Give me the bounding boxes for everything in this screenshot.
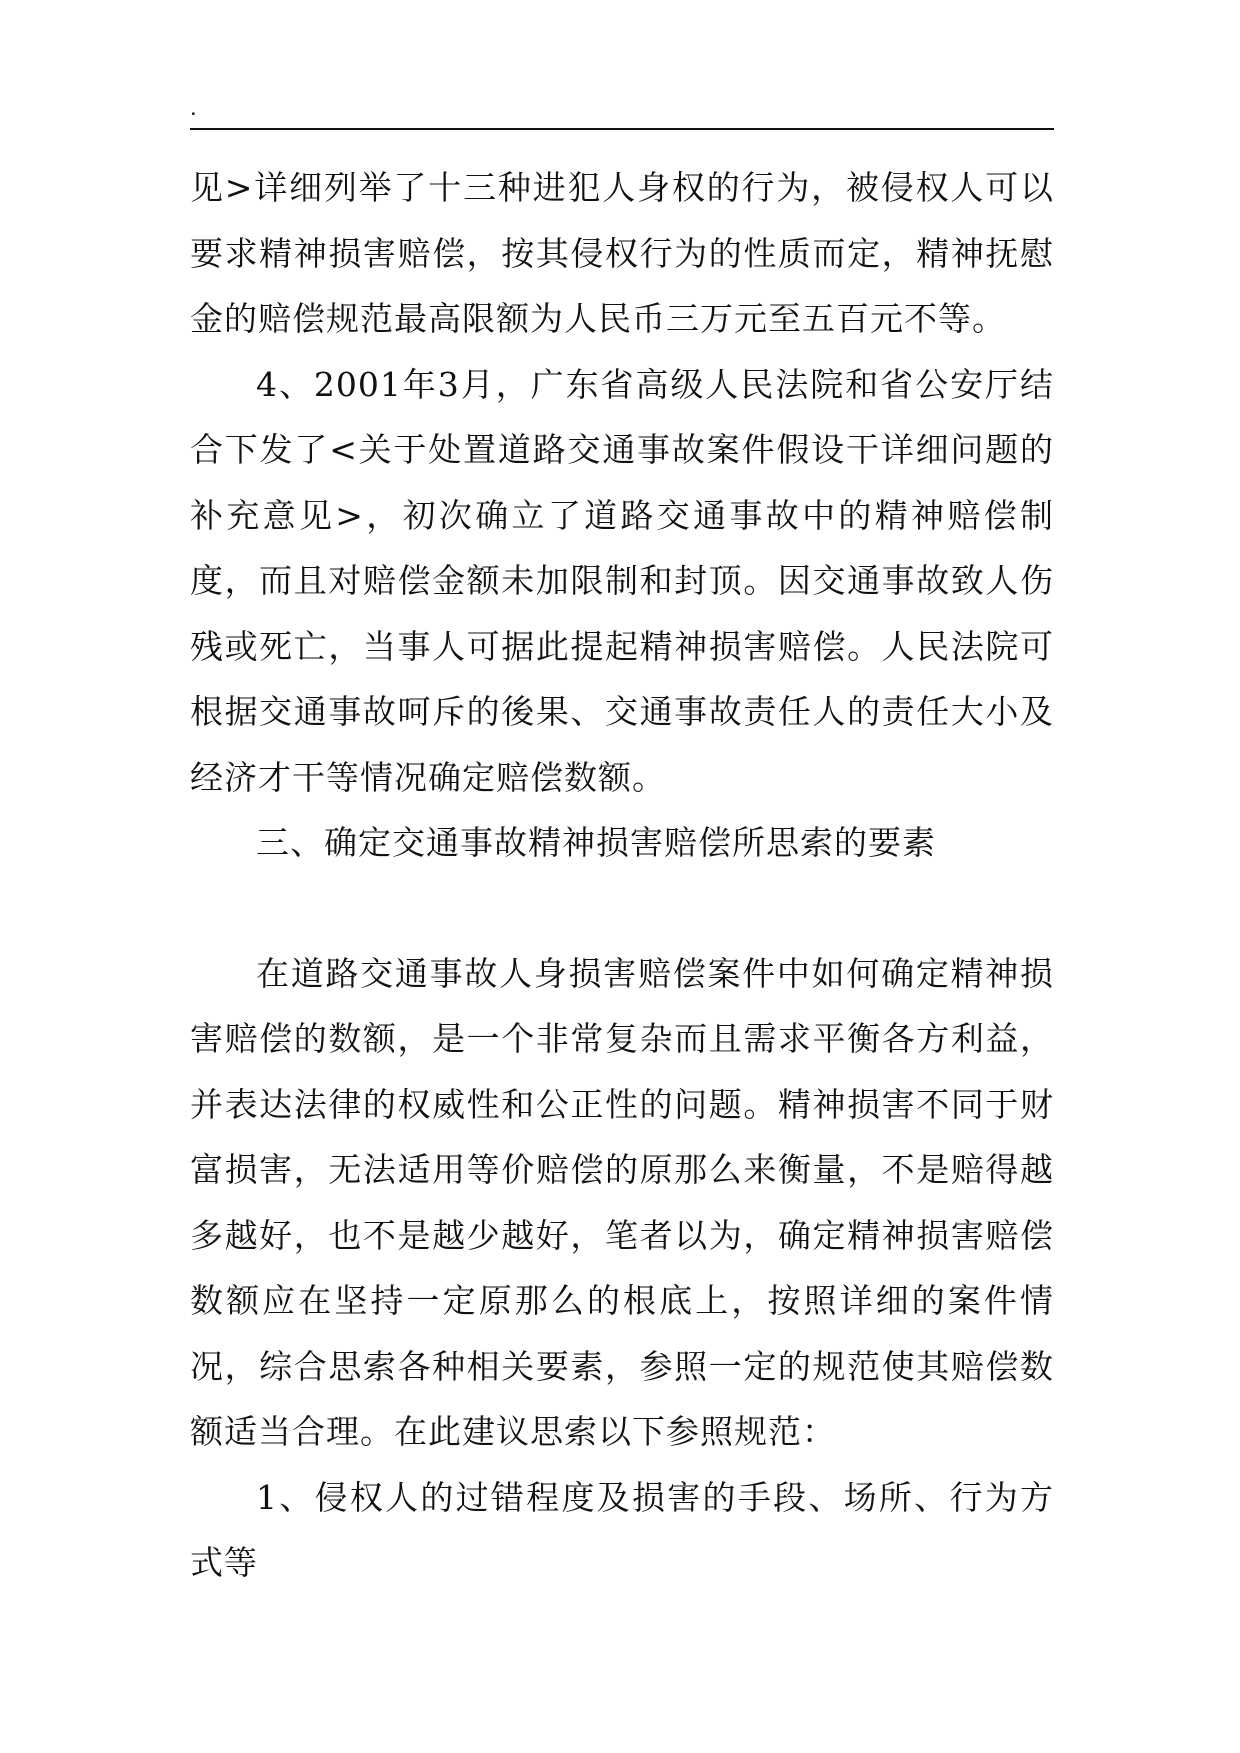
section-heading: 三、确定交通事故精神损害赔偿所思索的要素: [256, 823, 936, 862]
paragraph-point-1: 1、侵权人的过错程度及损害的手段、场所、行为方式等: [190, 1477, 1054, 1582]
header-rule: [190, 128, 1054, 130]
header-dot: .: [190, 94, 197, 121]
document-body: [190, 155, 1054, 1596]
paragraph-continuation: 见>详细列举了十三种进犯人身权的行为，被侵权人可以要求精神损害赔偿，按其侵权行为的性质而定，精神抚慰金的赔偿规范最高限额为人民币三万元至五百元不等。: [190, 168, 1054, 338]
paragraph-section-intro: 在道路交通事故人身损害赔偿案件中如何确定精神损害赔偿的数额，是一个非常复杂而且需求平衡各方利益，并表达法律的权威性和公正性的问题。精神损害不同于财富损害，无法适用等价赔偿的原那么来衡量，不是赔得越多越好，也不是越少越好，笔者以为，确定精神损害赔偿数额应在坚持一定原那么的根底上，按照详细的案件情况，综合思索各种相关要素，参照一定的规范使其赔偿数额适当合理。在此建议思索以下参照规范：: [190, 953, 1054, 1451]
paragraph-point-4: 4、2001年3月，广东省高级人民法院和省公安厅结合下发了<关于处置道路交通事故案件假设干详细问题的补充意见>，初次确立了道路交通事故中的精神赔偿制度，而且对赔偿金额未加限制和封顶。因交通事故致人伤残或死亡，当事人可据此提起精神损害赔偿。人民法院可根据交通事故呵斥的後果、交通事故责任人的责任大小及经济才干等情况确定赔偿数额。: [190, 364, 1054, 797]
